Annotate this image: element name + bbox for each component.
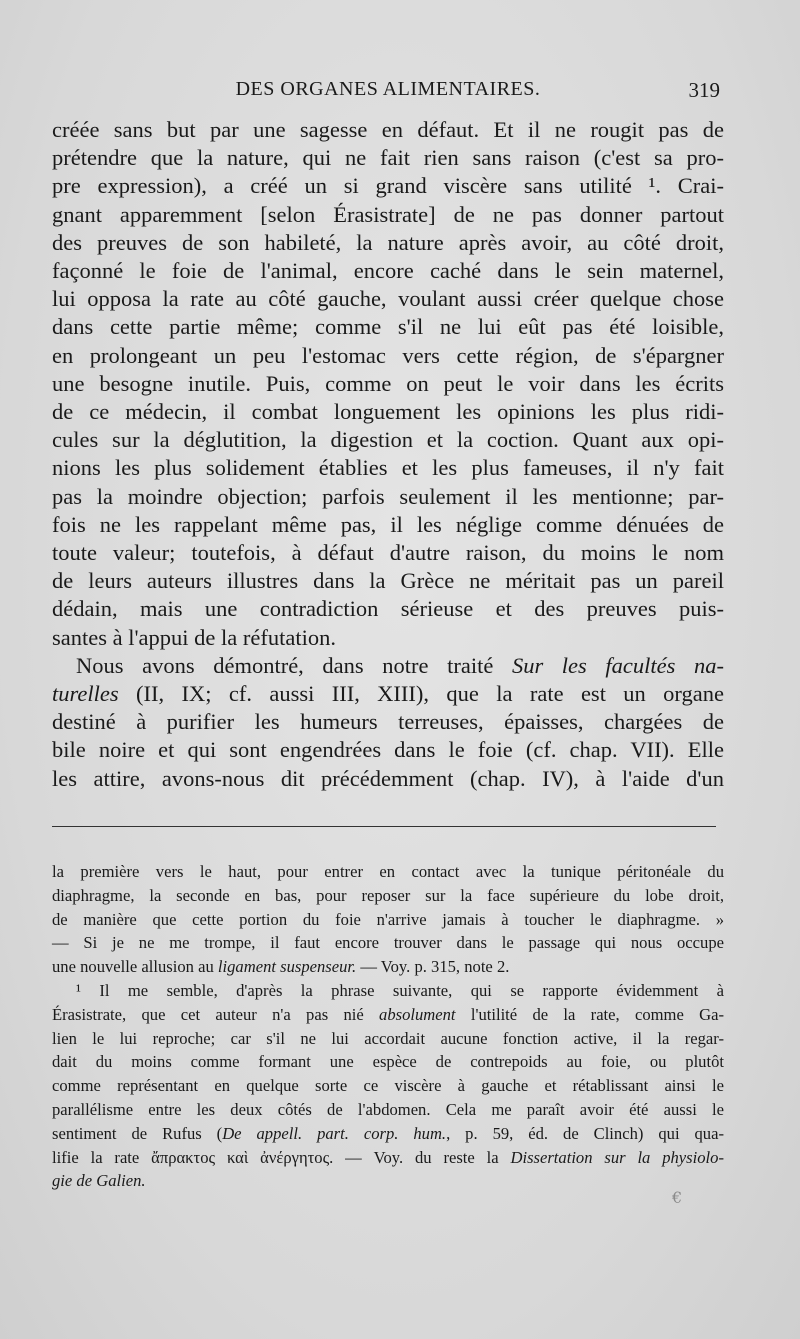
text-line: lui opposa la rate au côté gauche, voulant aussi créer quelque chose — [52, 286, 724, 312]
page-number: 319 — [688, 78, 720, 102]
book-title-italic: Sur les facultés na- — [511, 652, 724, 678]
text-line — [52, 652, 724, 680]
text-run: — Voy. p. 315, note 2. — [360, 957, 510, 977]
main-text — [52, 116, 724, 793]
text-line: dédain, mais une contradiction sérieuse et des preuves puis- — [52, 596, 724, 622]
text-line: toute valeur; toutefois, à défaut d'autre raison, du moins le nom — [52, 540, 724, 566]
text-line: des preuves de son habileté, la nature après avoir, au côté droit, — [52, 229, 724, 255]
footnote-line: de manière que cette portion du foie n'arrive jamais à toucher le diaphragme. » — [52, 909, 724, 929]
italic-citation: Dissertation sur la physiolo- — [510, 1147, 724, 1167]
footnote-line — [52, 955, 724, 979]
paragraph-1 — [52, 116, 724, 652]
running-title: DES ORGANES ALIMENTAIRES. — [235, 78, 541, 100]
text-line: bile noire et qui sont engendrées dans le foie (cf. chap. VII). Elle — [52, 737, 724, 763]
text-line: en prolongeant un peu l'estomac vers cette région, de s'épargner — [52, 342, 724, 368]
stray-mark: € — [672, 1188, 683, 1207]
footnote-line: gie de Galien. — [52, 1171, 146, 1191]
footnote-line: parallélisme entre les deux côtés de l'abdomen. Cela me paraît avoir été aussi le — [52, 1099, 724, 1119]
footnote-line — [52, 1003, 724, 1027]
text-line: dans cette partie même; comme s'il ne lui eût pas été loisible, — [52, 314, 724, 340]
footnote-line: la première vers le haut, pour entrer en contact avec la tunique péritonéale du — [52, 862, 724, 881]
footnote-line: dait du moins comme formant une espèce de contrepoids au foie, ou plutôt — [52, 1052, 724, 1072]
italic-term: ligament suspenseur. — [217, 957, 357, 977]
footnote-line: comme représentant en quelque sorte ce viscère à gauche et rétablissant ainsi le — [52, 1076, 724, 1096]
text-run: , p. 59, éd. de Clinch) qui qua- — [446, 1123, 724, 1143]
text-run: lifie la rate — [52, 1147, 140, 1167]
text-run: Nous avons démontré, dans notre traité — [76, 652, 494, 678]
text-line: santes à l'appui de la réfutation. — [52, 624, 336, 650]
footnote-line: — Si je ne me trompe, il faut encore trouver dans le passage qui nous occupe — [52, 933, 724, 953]
text-run: une nouvelle allusion au — [52, 957, 214, 977]
text-line: fois ne les rappelant même pas, il les néglige comme dénuées de — [52, 511, 724, 537]
text-run: (II, IX; cf. aussi III, XIII), que la rate est un organe — [136, 681, 724, 707]
footnote-line: diaphragme, la seconde en bas, pour reposer sur la face supérieure du lobe droit, — [52, 885, 724, 905]
italic-term: absolument — [379, 1004, 456, 1024]
text-line — [52, 680, 724, 708]
text-line: façonné le foie de l'animal, encore caché dans le sein maternel, — [52, 258, 724, 284]
text-run: l'utilité de la rate, comme Ga- — [470, 1004, 724, 1024]
book-title-italic: turelles — [52, 681, 119, 707]
footnote-line — [52, 1122, 724, 1146]
text-line: de leurs auteurs illustres dans la Grèce ne méritait pas un pareil — [52, 568, 724, 594]
italic-citation: De appell. part. corp. hum. — [222, 1123, 447, 1143]
text-line: une besogne inutile. Puis, comme on peut le voir dans les écrits — [52, 370, 724, 396]
text-line: pas la moindre objection; parfois seulement il les mentionne; par- — [52, 483, 724, 509]
greek-phrase: ἄπρακτος καὶ ἀνέργητος — [151, 1147, 330, 1167]
text-line: nions les plus solidement établies et les plus fameuses, il n'y fait — [52, 455, 724, 481]
page-header — [52, 76, 724, 106]
text-line: créée sans but par une sagesse en défaut. Et il ne rougit pas de — [52, 117, 724, 142]
text-line: gnant apparemment [selon Érasistrate] de ne pas donner partout — [52, 201, 724, 227]
text-line: les attire, avons-nous dit précédemment (chap. IV), à l'aide d'un — [52, 765, 724, 791]
footnote-separator — [52, 826, 716, 827]
text-line: cules sur la déglutition, la digestion et la coction. Quant aux opi- — [52, 427, 724, 453]
text-run: . — Voy. du reste la — [329, 1147, 499, 1167]
footnote-line: lien le lui reproche; car s'il ne lui accordait aucune fonction active, il la regar- — [52, 1028, 724, 1048]
text-run: sentiment de Rufus ( — [52, 1123, 223, 1143]
footnote-line — [52, 1146, 724, 1170]
footnote-line: ¹ Il me semble, d'après la phrase suivante, qui se rapporte évidemment à — [76, 980, 724, 1000]
text-line: destiné à purifier les humeurs terreuses, épaisses, chargées de — [52, 709, 724, 735]
text-line: de ce médecin, il combat longuement les opinions les plus ridi- — [52, 399, 724, 425]
text-line: prétendre que la nature, qui ne fait rien sans raison (c'est sa pro- — [52, 145, 724, 171]
text-line: pre expression), a créé un si grand viscère sans utilité ¹. Crai- — [52, 173, 724, 199]
text-run: Érasistrate, que cet auteur n'a pas nié — [52, 1004, 364, 1024]
paragraph-2 — [52, 652, 724, 793]
footnotes — [52, 860, 724, 1193]
